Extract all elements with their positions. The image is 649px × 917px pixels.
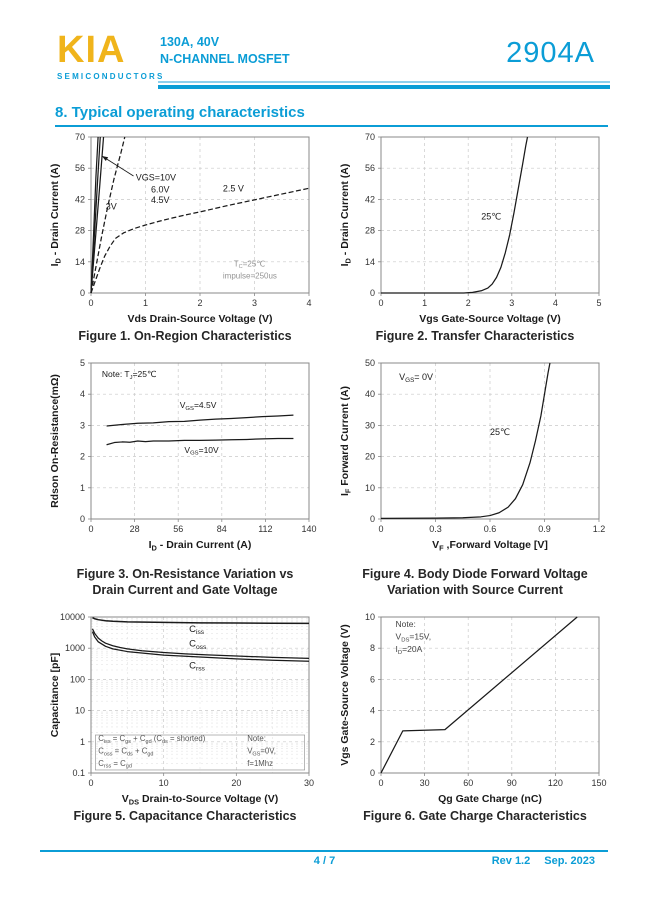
svg-text:3: 3: [509, 298, 515, 308]
svg-text:140: 140: [301, 524, 317, 534]
svg-text:Ciss = Cgs + Cgd (Cds = shorte: $C_{iss} = C_{gs} + C_{gd}$ ($C_{ds}$ = shorted): [98, 734, 206, 745]
svg-text:Vds Drain-Source Voltage (V): Vds Drain-Source Voltage (V): [127, 313, 273, 325]
figure2-chart: [335, 132, 615, 328]
svg-text:VGS= 0V: $V_{GS}= 0V$: [399, 372, 434, 385]
svg-text:42: 42: [74, 194, 85, 205]
svg-text:Note:: Note:: [247, 734, 266, 744]
svg-text:1: 1: [422, 298, 428, 308]
svg-text:90: 90: [506, 778, 517, 788]
svg-text:Note:: Note:: [395, 619, 416, 630]
footer-rule: [40, 850, 608, 852]
date-label: Sep. 2023: [544, 855, 595, 867]
svg-text:0: 0: [369, 288, 375, 298]
svg-text:Crss = Cgd: $C_{rss} = C_{gd}$: [98, 758, 132, 770]
svg-text:0.1: 0.1: [72, 768, 85, 778]
svg-text:4: 4: [306, 298, 312, 308]
svg-text:42: 42: [364, 194, 375, 205]
svg-text:10: 10: [364, 482, 375, 493]
figure3-caption: Figure 3. On-Resistance Variation vs Drain Current and Gate Voltage: [76, 567, 294, 597]
svg-text:70: 70: [364, 132, 375, 142]
svg-text:0.6: 0.6: [483, 524, 497, 534]
svg-text:50: 50: [364, 358, 375, 368]
svg-text:60: 60: [463, 778, 474, 788]
svg-text:Vgs Gate-Source Voltage (V): Vgs Gate-Source Voltage (V): [339, 624, 351, 766]
figure-6: [330, 612, 620, 824]
section-title: 8. Typical operating characteristics: [55, 104, 305, 121]
figure4-chart: [335, 358, 615, 554]
svg-text:10000: 10000: [59, 612, 85, 622]
figure1-caption: Figure 1. On-Region Characteristics: [78, 329, 292, 343]
svg-text:0: 0: [88, 778, 94, 788]
svg-text:28: 28: [74, 225, 85, 236]
svg-text:6.0V: 6.0V: [150, 184, 170, 195]
svg-text:84: 84: [216, 524, 227, 534]
svg-text:25℃: 25℃: [481, 211, 502, 222]
svg-text:Qg Gate Charge (nC): Qg Gate Charge (nC): [438, 793, 542, 805]
svg-text:2.5 V: 2.5 V: [222, 183, 244, 194]
svg-text:8: 8: [369, 643, 375, 654]
svg-text:Capacitance [pF]: Capacitance [pF]: [49, 652, 61, 738]
svg-text:5: 5: [596, 298, 602, 308]
svg-text:2: 2: [79, 451, 85, 462]
svg-text:0: 0: [378, 298, 384, 308]
svg-text:Note: TJ=25℃: Note: $T_J=25℃$: [101, 369, 157, 381]
svg-text:VGS=10V: $V_{GS}=10V$: [184, 444, 219, 457]
figure-1: [40, 132, 330, 344]
svg-text:56: 56: [74, 163, 85, 174]
part-number: 2904A: [506, 37, 595, 69]
svg-text:56: 56: [364, 163, 375, 174]
svg-text:ID=20A: $I_D=20A$: [395, 644, 423, 656]
svg-text:5: 5: [79, 358, 85, 368]
svg-text:1.2: 1.2: [592, 524, 606, 534]
revision-label: Rev 1.2: [491, 855, 531, 867]
svg-text:10: 10: [74, 705, 85, 716]
svg-text:3V: 3V: [105, 201, 117, 212]
svg-text:0: 0: [88, 298, 94, 308]
svg-text:ID - Drain Current (A): $I_D$ - Drain Current (A): [148, 539, 252, 553]
svg-text:100: 100: [69, 674, 85, 685]
svg-text:6: 6: [369, 674, 375, 685]
svg-text:1000: 1000: [64, 643, 85, 654]
svg-text:Vgs Gate-Source Voltage (V): Vgs Gate-Source Voltage (V): [419, 313, 561, 325]
svg-text:0: 0: [79, 288, 85, 298]
svg-text:1: 1: [142, 298, 149, 308]
svg-text:10: 10: [364, 612, 375, 622]
figures-grid: [40, 132, 620, 824]
svg-text:0: 0: [378, 778, 384, 788]
svg-text:56: 56: [173, 524, 184, 534]
svg-text:40: 40: [364, 389, 375, 400]
svg-text:70: 70: [74, 132, 85, 142]
svg-text:0: 0: [378, 524, 384, 534]
header-rule-thick: [158, 85, 610, 89]
brand-logo: [57, 30, 167, 81]
svg-text:0.3: 0.3: [429, 524, 442, 534]
svg-text:f=1Mhz: f=1Mhz: [247, 758, 274, 768]
svg-text:VGS=4.5V: $V_{GS}=4.5V$: [179, 400, 217, 413]
svg-text:112: 112: [258, 524, 273, 534]
svg-text:1: 1: [79, 736, 85, 747]
svg-text:0: 0: [79, 514, 85, 524]
svg-text:0.9: 0.9: [538, 524, 551, 534]
device-spec: [160, 34, 290, 68]
svg-text:VGS=10V: VGS=10V: [135, 172, 176, 183]
revision-block: [492, 855, 595, 867]
svg-text:4.5V: 4.5V: [150, 195, 170, 206]
svg-text:14: 14: [74, 256, 85, 267]
svg-text:3: 3: [251, 298, 258, 308]
svg-text:TC=25℃: $T_C=25℃$: [233, 259, 266, 271]
svg-text:0: 0: [369, 514, 375, 524]
svg-text:2: 2: [369, 736, 375, 747]
header-rule-thin: [158, 81, 610, 83]
svg-text:2: 2: [465, 298, 471, 308]
section-rule: [55, 125, 608, 127]
figure4-caption: Figure 4. Body Diode Forward Voltage Variation with Source Current: [362, 567, 588, 597]
svg-text:4: 4: [552, 298, 558, 308]
svg-text:impulse=250us: impulse=250us: [222, 271, 277, 281]
figure-3: [40, 358, 330, 598]
svg-text:20: 20: [364, 451, 375, 462]
svg-text:10: 10: [158, 778, 169, 788]
figure-2: [330, 132, 620, 344]
figure2-caption: Figure 2. Transfer Characteristics: [375, 329, 575, 343]
figure-4: [330, 358, 620, 598]
svg-text:4: 4: [79, 389, 85, 400]
svg-text:2: 2: [197, 298, 203, 308]
spec-device-type: N-CHANNEL MOSFET: [160, 52, 290, 66]
svg-text:VDS=15V,: $V_{DS}=15V$,: [395, 631, 432, 644]
svg-text:Rdson On-Resistance(mΩ): Rdson On-Resistance(mΩ): [49, 374, 61, 508]
svg-text:30: 30: [419, 778, 430, 788]
svg-text:1: 1: [79, 482, 85, 493]
svg-text:14: 14: [364, 256, 375, 267]
svg-text:Coss: $C_{oss}$: [189, 638, 207, 651]
svg-text:IF Forward Current (A): $I_F$ Forward Current (A): [339, 385, 353, 497]
svg-text:28: 28: [129, 524, 140, 534]
kia-logo-text: KIA: [57, 29, 126, 71]
figure1-chart: [45, 132, 325, 328]
figure5-chart: [45, 612, 325, 808]
svg-text:VF ,Forward Voltage [V]: $V_F$ ,Forward Voltage [V]: [432, 539, 548, 553]
svg-text:VGS=0V,: $V_{GS}=0V$,: [247, 746, 276, 758]
svg-text:25℃: 25℃: [490, 426, 511, 437]
page-indicator: 4 / 7: [313, 855, 336, 867]
svg-text:0: 0: [88, 524, 94, 534]
svg-text:Crss: $C_{rss}$: [189, 660, 205, 673]
svg-text:30: 30: [303, 778, 315, 788]
svg-text:30: 30: [364, 420, 375, 431]
svg-text:3: 3: [79, 420, 85, 431]
spec-current-voltage: 130A, 40V: [160, 35, 220, 49]
figure-5: [40, 612, 330, 824]
svg-text:20: 20: [231, 778, 242, 788]
svg-text:ID - Drain Current (A): $I_D$ - Drain Current (A): [49, 163, 63, 267]
svg-text:Ciss: $C_{iss}$: [189, 624, 205, 637]
svg-text:28: 28: [364, 225, 375, 236]
svg-text:Coss = Cds + Cgd: $C_{oss} = C_{ds} + C_{gd}$: [98, 746, 154, 758]
figure5-caption: Figure 5. Capacitance Characteristics: [73, 809, 297, 823]
svg-text:4: 4: [369, 705, 375, 716]
svg-text:150: 150: [591, 778, 607, 788]
svg-text:0: 0: [369, 768, 375, 778]
logo-subtitle: SEMICONDUCTORS: [57, 72, 165, 81]
figure3-chart: [45, 358, 325, 554]
svg-text:120: 120: [547, 778, 563, 788]
svg-text:VDS Drain-to-Source Voltage (: $V_{DS}$ Drain-to-Source Voltage (V): [121, 793, 279, 807]
svg-text:ID - Drain Current (A): $I_D$ - Drain Current (A): [339, 163, 353, 267]
figure6-chart: [335, 612, 615, 808]
figure6-caption: Figure 6. Gate Charge Characteristics: [363, 809, 587, 823]
